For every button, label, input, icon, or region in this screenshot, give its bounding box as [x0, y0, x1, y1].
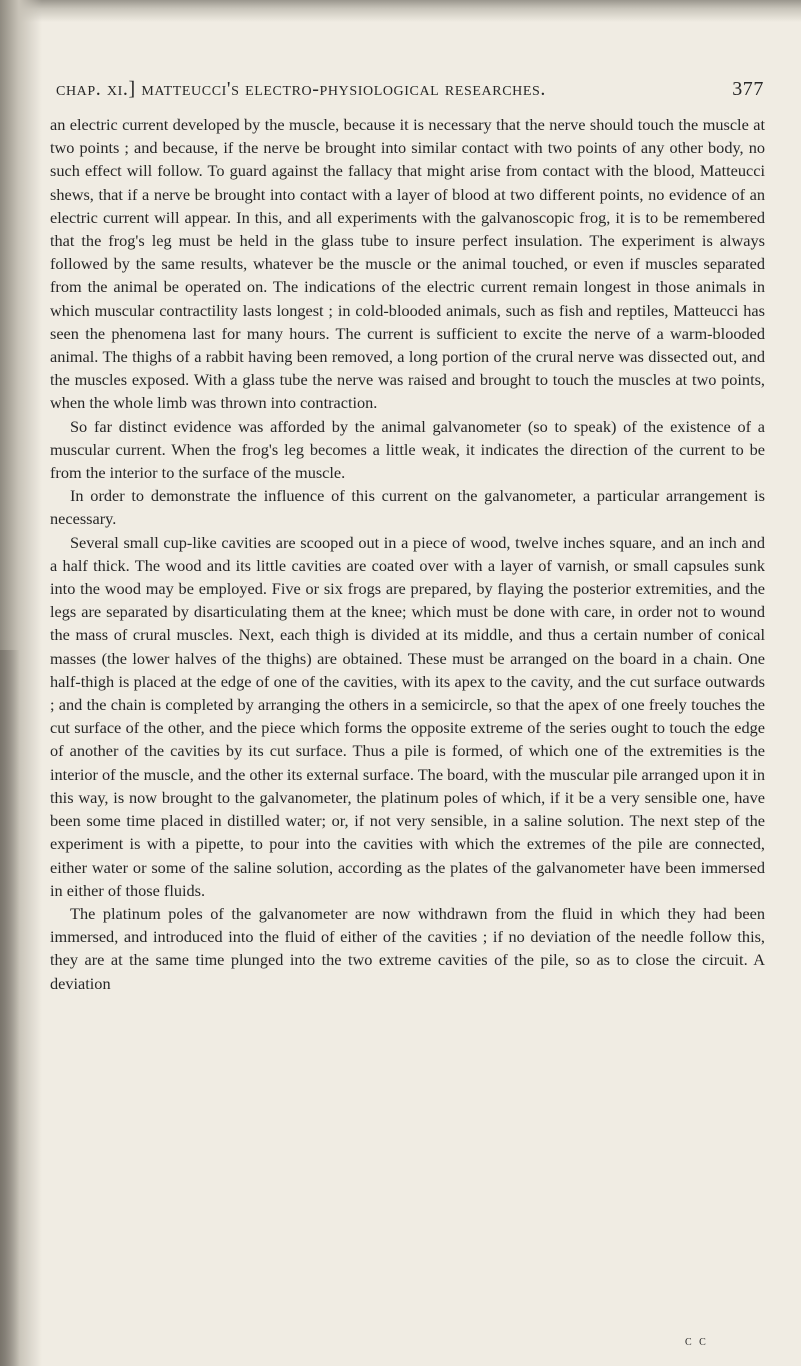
paragraph: an electric current developed by the muscle, because it is necessary that the nerve should touch the muscle at two points ; and because, if the nerve be brought into similar contact with two points of any other body, no such effect will follow. To guard against the fallacy that might arise from contact with the blood, Matteucci shews, that if a nerve be brought into contact with a layer of blood at two different points, no evidence of an electric current will appear. In this, and all experiments with the galvanoscopic frog, it is to be remembered that the frog's leg must be held in the glass tube to insure perfect insulation. The experiment is always followed by the same results, whatever be the muscle or the animal touched, or even if muscles separated from the animal be operated on. The indications of the electric current remain longest in those animals in which muscular contractility lasts longest ; in cold-blooded animals, such as fish and reptiles, Matteucci has seen the phenomena last for many hours. The current is sufficient to excite the nerve of a warm-blooded animal. The thighs of a rabbit having been removed, a long portion of the crural nerve was dissected out, and the muscles exposed. With a glass tube the nerve was raised and brought to touch the muscles at two points, when the whole limb was thrown into contraction.: [50, 115, 765, 413]
page-number: 377: [732, 78, 764, 100]
binding-gutter-dark-edge: [0, 650, 20, 1366]
paragraph: The platinum poles of the galvanometer are now withdrawn from the fluid in which they had been immersed, and introduced into the fluid of either of the cavities ; if no deviation of the needle follow this, they are at the same time plunged into the two extreme cavities of the pile, so as to close the circuit. A deviation: [50, 903, 765, 993]
paragraph: So far distinct evidence was afforded by the animal galvanometer (so to speak) of the existence of a muscular current. When the frog's leg becomes a little weak, it indicates the direction of the current to be from the interior to the surface of the muscle.: [50, 416, 765, 483]
paragraph: Several small cup-like cavities are scooped out in a piece of wood, twelve inches square, and an inch and a half thick. The wood and its little cavities are coated over with a layer of varnish, or small capsules sunk into the wood may be employed. Five or six frogs are prepared, by flaying the posterior extremities, and the legs are separated by disarticulating them at the knee; which must be done with care, in order not to wound the mass of crural muscles. Next, each thigh is divided at its middle, and thus a certain number of conical masses (the lower halves of the thighs) are obtained. These must be arranged on the board in a chain. One half-thigh is placed at the edge of one of the cavities, with its apex to the cavity, and the cut surface outwards ; and the chain is completed by arranging the others in a semicircle, so that the apex of one freely touches the cut surface of the other, and the piece which forms the opposite extreme of the series ought to touch the edge of another of the cavities by its cut surface. Thus a pile is formed, of which one of the extremities is the interior of the muscle, and the other its external surface. The board, with the muscular pile arranged upon it in this way, is now brought to the galvanometer, the platinum poles of which, if it be a very sensible one, have been some time placed in distilled water; or, if not very sensible, in a saline solution. The next step of the experiment is with a pipette, to pour into the cavities with which the extremes of the pile are connected, either water or some of the saline solution, according as the plates of the galvanometer have been immersed in either of those fluids.: [50, 532, 765, 900]
page-top-shadow: [0, 0, 801, 22]
body-text: [50, 113, 765, 995]
signature-mark: c c: [685, 1334, 708, 1349]
running-head: chap. xi.] matteucci's electro-physiological researches.: [56, 78, 546, 100]
page-header: [56, 78, 764, 104]
paragraph: In order to demonstrate the influence of this current on the galvanometer, a particular arrangement is necessary.: [50, 486, 765, 529]
